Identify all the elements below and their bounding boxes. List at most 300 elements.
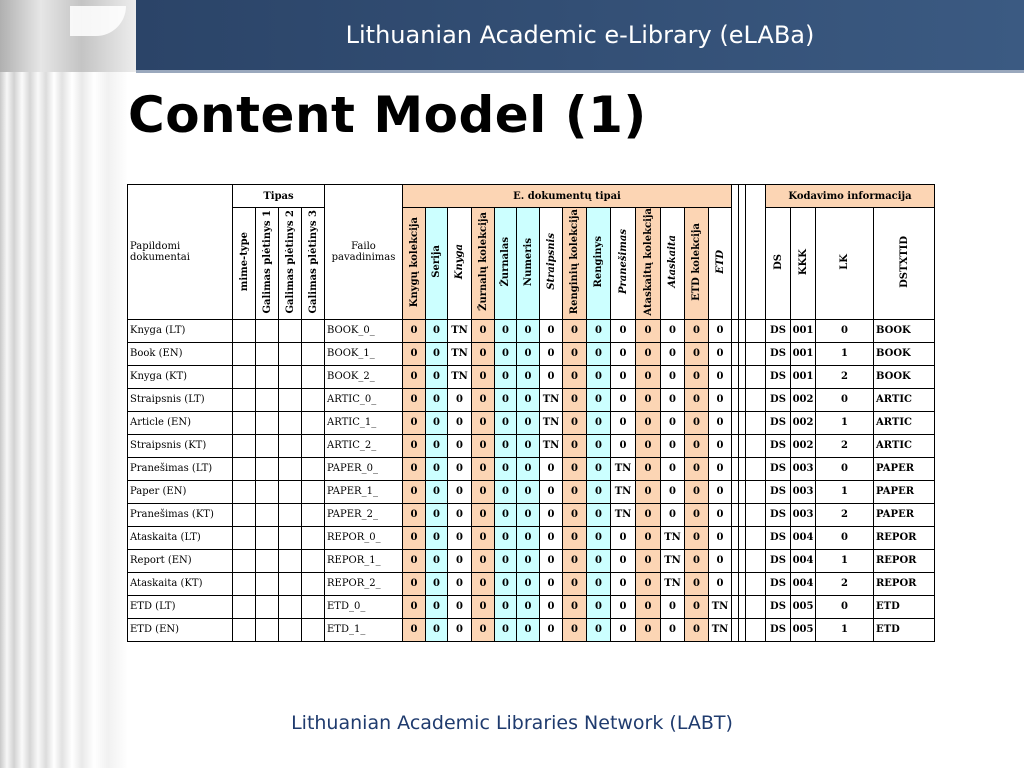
edok-group-header: E. dokumentų tipai (403, 185, 732, 208)
edoc-value-cell: 0 (587, 572, 611, 595)
edoc-value-cell: 0 (472, 411, 495, 434)
edoc-value-cell: 0 (685, 618, 709, 641)
spacer-cell (746, 480, 766, 503)
file-name-cell: BOOK_0_ (325, 319, 403, 342)
tipas-cell (302, 365, 325, 388)
spacer-cell (739, 411, 746, 434)
tipas-cell (256, 503, 279, 526)
edoc-value-cell: 0 (472, 595, 495, 618)
column-label: Renginių kolekcija (569, 209, 580, 315)
edoc-value-cell: 0 (403, 365, 426, 388)
kodavimo-value-cell: DS (766, 434, 791, 457)
tipas-cell (256, 549, 279, 572)
edoc-value-cell: 0 (495, 319, 517, 342)
edoc-value-cell: 0 (495, 549, 517, 572)
edoc-value-cell: 0 (563, 595, 587, 618)
edoc-value-cell: 0 (709, 388, 732, 411)
tipas-cell (233, 411, 256, 434)
edoc-value-cell: 0 (685, 503, 709, 526)
edoc-value-cell: 0 (563, 434, 587, 457)
edoc-value-cell: 0 (495, 434, 517, 457)
kodavimo-value-cell: ARTIC (874, 388, 935, 411)
edoc-value-cell: 0 (426, 503, 448, 526)
spacer-cell (732, 388, 739, 411)
tipas-cell (256, 342, 279, 365)
edoc-value-cell: 0 (540, 549, 563, 572)
edoc-value-cell: 0 (495, 411, 517, 434)
spacer-cell (739, 618, 746, 641)
table-header-row (128, 185, 935, 208)
tipas-cell (233, 618, 256, 641)
file-name-cell: ETD_1_ (325, 618, 403, 641)
edoc-value-cell: 0 (587, 526, 611, 549)
row-name-cell: Knyga (LT) (128, 319, 233, 342)
edoc-value-cell: 0 (517, 365, 540, 388)
spacer-cell (746, 549, 766, 572)
kodavimo-value-cell: PAPER (874, 457, 935, 480)
edoc-col-header (709, 208, 732, 320)
edoc-value-cell: 0 (426, 457, 448, 480)
edoc-value-cell: 0 (611, 618, 636, 641)
kodavimo-value-cell: REPOR (874, 526, 935, 549)
spacer-col (732, 185, 739, 320)
kodavimo-value-cell: PAPER (874, 480, 935, 503)
tipas-cell (302, 434, 325, 457)
tipas-cell (302, 480, 325, 503)
edoc-value-cell: 0 (540, 319, 563, 342)
edoc-col-header (563, 208, 587, 320)
edoc-value-cell: TN (540, 388, 563, 411)
tipas-cell (302, 503, 325, 526)
edoc-value-cell: 0 (495, 526, 517, 549)
tipas-cell (233, 388, 256, 411)
file-name-cell: BOOK_2_ (325, 365, 403, 388)
tipas-cell (279, 342, 302, 365)
edoc-value-cell: 0 (495, 618, 517, 641)
table-row (128, 411, 935, 434)
table-row (128, 618, 935, 641)
spacer-cell (746, 365, 766, 388)
kodavimo-value-cell: DS (766, 319, 791, 342)
edoc-value-cell: 0 (636, 572, 661, 595)
tipas-cell (256, 365, 279, 388)
table-row (128, 388, 935, 411)
edoc-col-header (426, 208, 448, 320)
edoc-value-cell: 0 (495, 365, 517, 388)
kodavimo-value-cell: 2 (816, 572, 874, 595)
row-name-cell: Book (EN) (128, 342, 233, 365)
row-name-cell: Paper (EN) (128, 480, 233, 503)
tipas-cell (256, 457, 279, 480)
table-row (128, 572, 935, 595)
tipas-cell (279, 526, 302, 549)
edoc-value-cell: 0 (611, 319, 636, 342)
kodavimo-value-cell: 002 (791, 388, 816, 411)
edoc-value-cell: 0 (495, 503, 517, 526)
edoc-value-cell: 0 (587, 342, 611, 365)
edoc-value-cell: 0 (403, 549, 426, 572)
row-name-cell: Ataskaita (LT) (128, 526, 233, 549)
edoc-value-cell: 0 (661, 618, 685, 641)
edoc-value-cell: 0 (448, 411, 472, 434)
edoc-value-cell: 0 (611, 595, 636, 618)
edoc-value-cell: 0 (587, 595, 611, 618)
tipas-cell (302, 595, 325, 618)
edoc-value-cell: 0 (587, 411, 611, 434)
edoc-value-cell: 0 (472, 434, 495, 457)
edoc-value-cell: 0 (563, 342, 587, 365)
kodavimo-col-header (874, 208, 935, 320)
edoc-value-cell: 0 (495, 342, 517, 365)
tipas-cell (233, 365, 256, 388)
edoc-col-header (403, 208, 426, 320)
file-name-cell: BOOK_1_ (325, 342, 403, 365)
file-name-cell: REPOR_2_ (325, 572, 403, 595)
tipas-cell (233, 526, 256, 549)
spacer-cell (739, 434, 746, 457)
column-label: mime-type (238, 232, 250, 292)
column-label: Žurnalas (500, 237, 511, 287)
file-name-cell: REPOR_1_ (325, 549, 403, 572)
edoc-value-cell: 0 (495, 572, 517, 595)
spacer-cell (746, 411, 766, 434)
spacer-cell (739, 342, 746, 365)
kodavimo-value-cell: 003 (791, 503, 816, 526)
kodavimo-value-cell: DS (766, 480, 791, 503)
kodavimo-value-cell: DS (766, 411, 791, 434)
kodavimo-value-cell: DS (766, 388, 791, 411)
edoc-value-cell: 0 (517, 503, 540, 526)
row-name-cell: Straipsnis (LT) (128, 388, 233, 411)
header-title: Lithuanian Academic e-Library (eLABa) (345, 21, 815, 49)
edoc-value-cell: 0 (709, 411, 732, 434)
spacer-cell (739, 526, 746, 549)
edoc-value-cell: 0 (661, 595, 685, 618)
edoc-value-cell: 0 (685, 411, 709, 434)
tipas-group-header: Tipas (233, 185, 325, 208)
edoc-value-cell: 0 (403, 342, 426, 365)
kodavimo-value-cell: DS (766, 503, 791, 526)
spacer-cell (732, 457, 739, 480)
spacer-cell (732, 572, 739, 595)
kodavimo-value-cell: 2 (816, 365, 874, 388)
edoc-value-cell: 0 (636, 411, 661, 434)
kodavimo-group-header: Kodavimo informacija (766, 185, 935, 208)
edoc-value-cell: 0 (540, 342, 563, 365)
spacer-cell (746, 319, 766, 342)
edoc-value-cell: 0 (661, 503, 685, 526)
tipas-cell (279, 572, 302, 595)
kodavimo-value-cell: BOOK (874, 342, 935, 365)
spacer-cell (732, 411, 739, 434)
footer-text: Lithuanian Academic Libraries Network (LABT) (291, 712, 733, 734)
edoc-col-header (661, 208, 685, 320)
edoc-value-cell: 0 (709, 434, 732, 457)
file-name-cell: ETD_0_ (325, 595, 403, 618)
edoc-value-cell: 0 (709, 572, 732, 595)
file-name-cell: PAPER_0_ (325, 457, 403, 480)
edoc-col-header (611, 208, 636, 320)
edoc-value-cell: 0 (517, 319, 540, 342)
tipas-cell (302, 549, 325, 572)
edoc-value-cell: 0 (661, 342, 685, 365)
kodavimo-value-cell: REPOR (874, 572, 935, 595)
spacer-cell (732, 526, 739, 549)
table-row (128, 319, 935, 342)
kodavimo-value-cell: 001 (791, 319, 816, 342)
kodavimo-value-cell: 0 (816, 319, 874, 342)
edoc-value-cell: 0 (472, 526, 495, 549)
column-label: LK (839, 253, 850, 270)
edoc-value-cell: 0 (685, 526, 709, 549)
tipas-cell (279, 618, 302, 641)
edoc-value-cell: 0 (403, 457, 426, 480)
edoc-value-cell: 0 (661, 480, 685, 503)
kodavimo-value-cell: ARTIC (874, 411, 935, 434)
edoc-value-cell: 0 (426, 342, 448, 365)
edoc-value-cell: 0 (448, 480, 472, 503)
kodavimo-value-cell: 1 (816, 549, 874, 572)
edoc-value-cell: 0 (587, 480, 611, 503)
spacer-cell (746, 595, 766, 618)
edoc-value-cell: 0 (611, 388, 636, 411)
spacer-cell (739, 365, 746, 388)
kodavimo-col-header (816, 208, 874, 320)
tipas-cell (233, 480, 256, 503)
edoc-value-cell: 0 (540, 503, 563, 526)
edoc-value-cell: 0 (517, 618, 540, 641)
edoc-value-cell: 0 (611, 572, 636, 595)
edoc-value-cell: 0 (495, 388, 517, 411)
edoc-value-cell: 0 (472, 480, 495, 503)
edoc-value-cell: 0 (587, 365, 611, 388)
tipas-cell (256, 411, 279, 434)
kodavimo-value-cell: 001 (791, 365, 816, 388)
column-label: Žurnalų kolekcija (477, 212, 489, 312)
edoc-value-cell: 0 (661, 434, 685, 457)
tipas-col-header (302, 208, 325, 320)
tipas-cell (279, 595, 302, 618)
tipas-cell (233, 595, 256, 618)
row-name-cell: Ataskaita (KT) (128, 572, 233, 595)
edoc-value-cell: 0 (563, 388, 587, 411)
tipas-cell (302, 411, 325, 434)
edoc-value-cell: 0 (426, 526, 448, 549)
failo-header: Failo pavadinimas (325, 185, 403, 320)
column-label: ETD (714, 249, 726, 274)
edoc-value-cell: 0 (563, 549, 587, 572)
kodavimo-value-cell: 002 (791, 434, 816, 457)
edoc-value-cell: TN (661, 572, 685, 595)
edoc-value-cell: 0 (426, 595, 448, 618)
spacer-cell (732, 434, 739, 457)
edoc-value-cell: 0 (540, 480, 563, 503)
tipas-col-header (256, 208, 279, 320)
edoc-value-cell: 0 (685, 595, 709, 618)
column-label: DS (772, 253, 784, 270)
column-label: Numeris (522, 237, 534, 286)
edoc-value-cell: 0 (563, 526, 587, 549)
edoc-value-cell: 0 (517, 480, 540, 503)
kodavimo-value-cell: 002 (791, 411, 816, 434)
spacer-cell (746, 342, 766, 365)
edoc-value-cell: 0 (540, 457, 563, 480)
edoc-value-cell: 0 (636, 319, 661, 342)
tipas-cell (302, 388, 325, 411)
edoc-value-cell: 0 (563, 411, 587, 434)
kodavimo-value-cell: BOOK (874, 319, 935, 342)
spacer-cell (746, 572, 766, 595)
tipas-cell (302, 572, 325, 595)
tipas-cell (302, 319, 325, 342)
spacer-cell (739, 572, 746, 595)
edoc-value-cell: 0 (426, 411, 448, 434)
spacer-cell (732, 595, 739, 618)
edoc-value-cell: 0 (403, 434, 426, 457)
edoc-value-cell: 0 (403, 480, 426, 503)
edoc-value-cell: 0 (611, 411, 636, 434)
kodavimo-value-cell: 1 (816, 618, 874, 641)
tipas-col-header (279, 208, 302, 320)
kodavimo-value-cell: 004 (791, 526, 816, 549)
tipas-cell (256, 618, 279, 641)
table-row (128, 434, 935, 457)
kodavimo-value-cell: 1 (816, 411, 874, 434)
tipas-cell (302, 342, 325, 365)
spacer-cell (732, 342, 739, 365)
edoc-value-cell: 0 (636, 434, 661, 457)
row-name-cell: Straipsnis (KT) (128, 434, 233, 457)
kodavimo-value-cell: 0 (816, 457, 874, 480)
kodavimo-col-header (766, 208, 791, 320)
edoc-value-cell: 0 (661, 411, 685, 434)
edoc-value-cell: 0 (661, 457, 685, 480)
edoc-value-cell: 0 (563, 319, 587, 342)
kodavimo-value-cell: 2 (816, 434, 874, 457)
edoc-value-cell: 0 (495, 480, 517, 503)
edoc-value-cell: 0 (685, 480, 709, 503)
tipas-cell (279, 365, 302, 388)
edoc-value-cell: 0 (540, 572, 563, 595)
row-name-cell: ETD (LT) (128, 595, 233, 618)
tipas-cell (279, 503, 302, 526)
tipas-cell (233, 342, 256, 365)
edoc-col-header (540, 208, 563, 320)
edoc-value-cell: 0 (472, 572, 495, 595)
kodavimo-value-cell: 0 (816, 595, 874, 618)
edoc-value-cell: TN (661, 526, 685, 549)
edoc-value-cell: 0 (426, 480, 448, 503)
tipas-cell (256, 526, 279, 549)
tipas-cell (233, 503, 256, 526)
edoc-value-cell: 0 (685, 365, 709, 388)
row-name-cell: Pranešimas (LT) (128, 457, 233, 480)
edoc-value-cell: 0 (587, 434, 611, 457)
edoc-value-cell: 0 (709, 480, 732, 503)
edoc-value-cell: 0 (636, 595, 661, 618)
tipas-cell (302, 526, 325, 549)
edoc-value-cell: TN (611, 457, 636, 480)
edoc-value-cell: 0 (472, 457, 495, 480)
table-row (128, 365, 935, 388)
kodavimo-value-cell: 003 (791, 480, 816, 503)
tipas-cell (256, 388, 279, 411)
edoc-value-cell: 0 (472, 549, 495, 572)
edoc-value-cell: 0 (685, 319, 709, 342)
spacer-cell (732, 480, 739, 503)
edoc-value-cell: 0 (636, 365, 661, 388)
tipas-cell (279, 319, 302, 342)
row-name-cell: Knyga (KT) (128, 365, 233, 388)
kodavimo-value-cell: DS (766, 342, 791, 365)
edoc-value-cell: 0 (403, 319, 426, 342)
row-name-cell: ETD (EN) (128, 618, 233, 641)
edoc-value-cell: 0 (685, 549, 709, 572)
tipas-col-header (233, 208, 256, 320)
tipas-cell (233, 434, 256, 457)
edoc-value-cell: 0 (636, 549, 661, 572)
row-name-cell: Pranešimas (KT) (128, 503, 233, 526)
kodavimo-value-cell: 1 (816, 480, 874, 503)
tipas-cell (302, 618, 325, 641)
edoc-value-cell: 0 (587, 549, 611, 572)
table-row (128, 503, 935, 526)
edoc-value-cell: 0 (517, 388, 540, 411)
edoc-value-cell: 0 (472, 618, 495, 641)
edoc-value-cell: 0 (636, 388, 661, 411)
kodavimo-value-cell: 004 (791, 549, 816, 572)
edoc-value-cell: 0 (685, 388, 709, 411)
kodavimo-value-cell: DS (766, 526, 791, 549)
edoc-value-cell: 0 (685, 342, 709, 365)
edoc-value-cell: 0 (611, 549, 636, 572)
edoc-value-cell: TN (540, 411, 563, 434)
file-name-cell: ARTIC_2_ (325, 434, 403, 457)
file-name-cell: ARTIC_0_ (325, 388, 403, 411)
kodavimo-value-cell: DS (766, 365, 791, 388)
kodavimo-value-cell: DS (766, 457, 791, 480)
column-label: Pranešimas (617, 229, 629, 295)
spacer-cell (739, 457, 746, 480)
tipas-cell (256, 319, 279, 342)
edoc-value-cell: TN (448, 365, 472, 388)
edoc-value-cell: 0 (661, 319, 685, 342)
edoc-value-cell: 0 (685, 434, 709, 457)
edoc-value-cell: 0 (563, 457, 587, 480)
spacer-cell (746, 457, 766, 480)
kodavimo-value-cell: ETD (874, 618, 935, 641)
edoc-value-cell: 0 (426, 549, 448, 572)
edoc-value-cell: 0 (636, 480, 661, 503)
kodavimo-value-cell: 1 (816, 342, 874, 365)
tipas-cell (279, 411, 302, 434)
spacer-cell (739, 388, 746, 411)
spacer-cell (732, 365, 739, 388)
column-label: DSTXTID (898, 235, 910, 288)
edoc-value-cell: TN (661, 549, 685, 572)
edoc-value-cell: 0 (611, 434, 636, 457)
edoc-value-cell: 0 (472, 388, 495, 411)
edoc-value-cell: 0 (448, 572, 472, 595)
table-row (128, 342, 935, 365)
tipas-cell (233, 549, 256, 572)
tipas-cell (233, 319, 256, 342)
tipas-cell (279, 457, 302, 480)
edoc-value-cell: 0 (517, 526, 540, 549)
table-row (128, 457, 935, 480)
edoc-value-cell: 0 (611, 365, 636, 388)
file-name-cell: PAPER_1_ (325, 480, 403, 503)
